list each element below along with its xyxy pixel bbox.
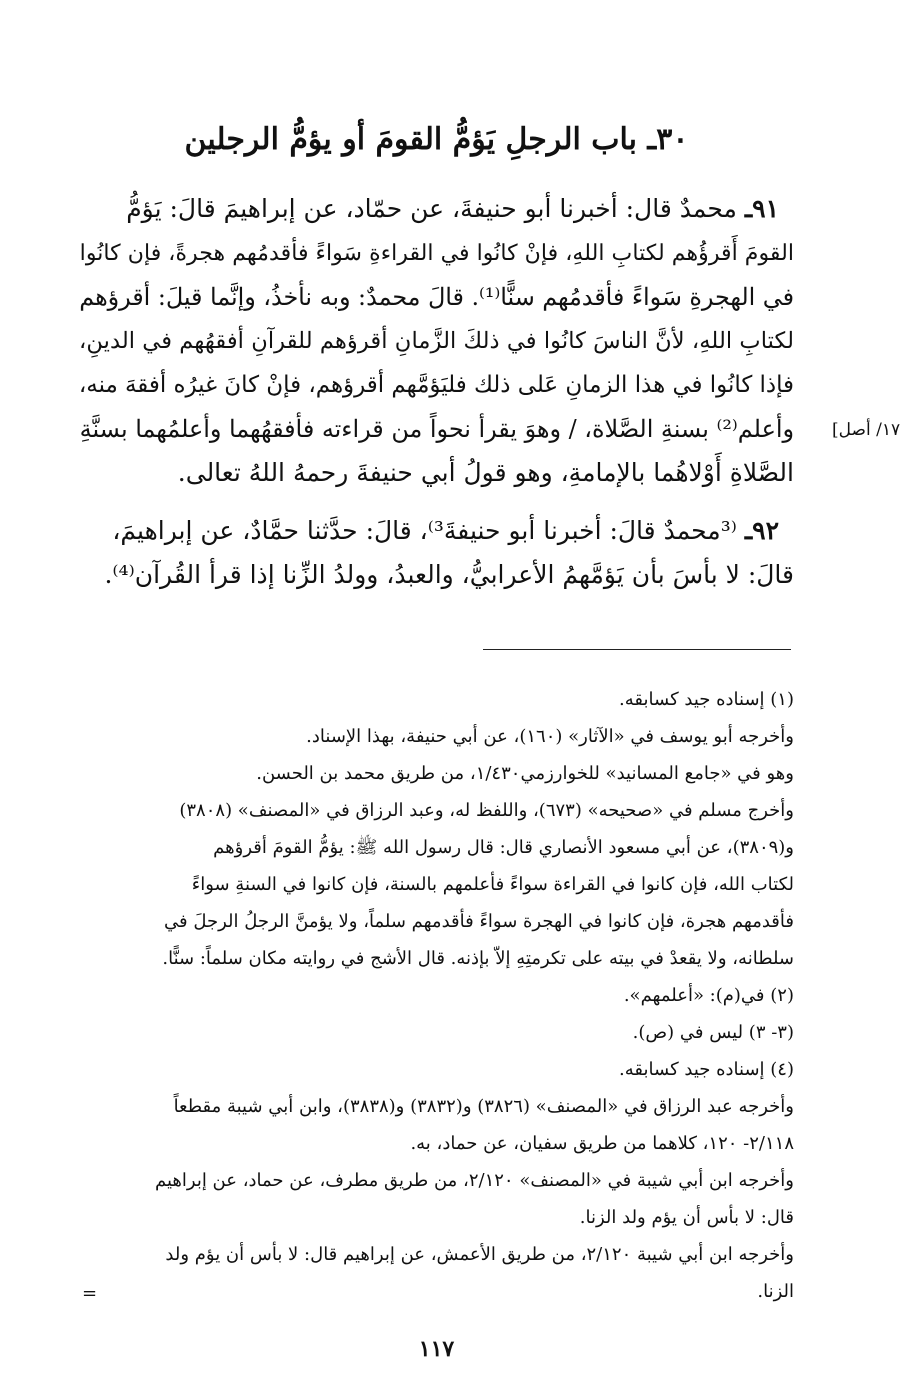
- footnote-line: وهو في «جامع المسانيد» للخوارزمي١/٤٣٠، من طريق محمد بن الحسن.: [256, 763, 794, 784]
- footnote-line: فأقدمهم هجرة، فإن كانوا في الهجرة سواءً فأقدمهم سلماً، ولا يؤمنَّ الرجلُ الرجلَ في: [164, 911, 794, 932]
- hadith-92-line-2: قالَ: لا بأسَ بأن يَؤمَّهمُ الأعرابيُّ، والعبدُ، وولدُ الزِّنا إذا قرأ القُرآن⁽⁴⁾.: [104, 560, 794, 589]
- chapter-title: ٣٠ـ باب الرجلِ يَؤمُّ القومَ أو يؤمُّ الرجلين: [184, 122, 689, 157]
- footnote-line: وأخرجه أبو يوسف في «الآثار» (١٦٠)، عن أبي حنيفة، بهذا الإسناد.: [306, 726, 794, 747]
- footnote-line: لكتاب الله، فإن كانوا في القراءة سواءً فأعلمهم بالسنة، فإن كانوا في السنةِ سواءً: [191, 874, 794, 895]
- footnote-line: وأخرجه ابن أبي شيبة ٢/١٢٠، من طريق الأعمش، عن إبراهيم قال: لا بأس أن يؤم ولد: [165, 1244, 794, 1265]
- footnote-line: وأخرجه عبد الرزاق في «المصنف» (٣٨٢٦) و(٣٨٣٢) و(٣٨٣٨)، وابن أبي شيبة مقطعاً: [173, 1096, 794, 1117]
- hadith-91-line-7: الصَّلاةِ أَوْلاهُما بالإمامةِ، وهو قولُ أبي حنيفةَ رحمهُ اللهُ تعالى.: [177, 458, 794, 487]
- footnote-line: قال: لا بأس أن يؤم ولد الزنا.: [579, 1207, 794, 1228]
- hadith-91-line-2: القومَ أَقرؤُهم لكتابِ اللهِ، فإنْ كانُوا في القراءةِ سَواءً فأقدمُهم هجرةً، فإن كانُوا: [79, 240, 794, 266]
- hadith-91-line-1: ٩١ـ محمدٌ قال: أخبرنا أبو حنيفةَ، عن حمّاد، عن إبراهيمَ قالَ: يَؤمُّ: [126, 194, 779, 223]
- hadith-91-line-4: لكتابِ اللهِ، لأنَّ الناسَ كانُوا في ذلكَ الزَّمانِ أقرؤهم للقرآنِ أفقهُهم في الدينِ،: [79, 328, 794, 354]
- footnote-line: وأخرجه ابن أبي شيبة في «المصنف» ٢/١٢٠، من طريق مطرف، عن حماد، عن إبراهيم: [154, 1170, 794, 1191]
- continuation-mark: =: [82, 1283, 98, 1304]
- footnote-line: سلطانه، ولا يقعدْ في بيته على تكرمتِهِ إلاّ بإذنه. قال الأشج في روايته مكان سلماً: سنًّا.: [162, 948, 794, 969]
- footnote-1: (١) إسناده جيد كسابقه.: [619, 689, 794, 710]
- footnote-3: (٣- ٣) ليس في (ص).: [632, 1022, 794, 1043]
- hadith-number: ٩١ـ: [744, 194, 779, 223]
- hadith-91-line-6: وأعلم⁽²⁾ بسنةِ الصَّلاة، / وهوَ يقرأ نحواً من قراءته فأفقهُهما وأعلمُهما بسنَّةِ: [79, 415, 794, 443]
- footnote-separator: [483, 649, 791, 650]
- page-number: ١١٧: [418, 1336, 455, 1362]
- footnote-4: (٤) إسناده جيد كسابقه.: [619, 1059, 794, 1080]
- footnote-2: (٢) في(م): «أعلمهم».: [623, 985, 794, 1006]
- footnote-line: ٢/١١٨- ١٢٠، كلاهما من طريق سفيان، عن حماد، به.: [410, 1133, 794, 1154]
- manuscript-folio-ref: [١٧/ أصل: [832, 420, 900, 440]
- hadith-91-line-5: فإذا كانُوا في هذا الزمانِ عَلى ذلك فليَؤمَّهم أقرؤهم، فإنْ كانَ غيرُه أفقهَ منه،: [78, 372, 794, 398]
- hadith-92-line-1: ٩٢ـ ⁽³محمدٌ قالَ: أخبرنا أبو حنيفةَ³⁾، قالَ: حدَّثنا حمَّادٌ، عن إبراهيمَ،: [112, 516, 779, 545]
- footnote-line: و(٣٨٠٩)، عن أبي مسعود الأنصاري قال: قال رسول الله ﷺ: يؤمُّ القومَ أقرؤهم: [213, 837, 794, 858]
- hadith-number: ٩٢ـ: [744, 516, 779, 545]
- footnote-line: وأخرج مسلم في «صحيحه» (٦٧٣)، واللفظ له، وعبد الرزاق في «المصنف» (٣٨٠٨): [179, 800, 794, 821]
- footnote-line: الزنا.: [757, 1281, 794, 1302]
- hadith-91-line-3: في الهجرةِ سَواءً فأقدمُهم سنًّا⁽¹⁾. قالَ محمدٌ: وبه نأخذُ، وإنَّما قيلَ: أقرؤهم: [79, 283, 794, 311]
